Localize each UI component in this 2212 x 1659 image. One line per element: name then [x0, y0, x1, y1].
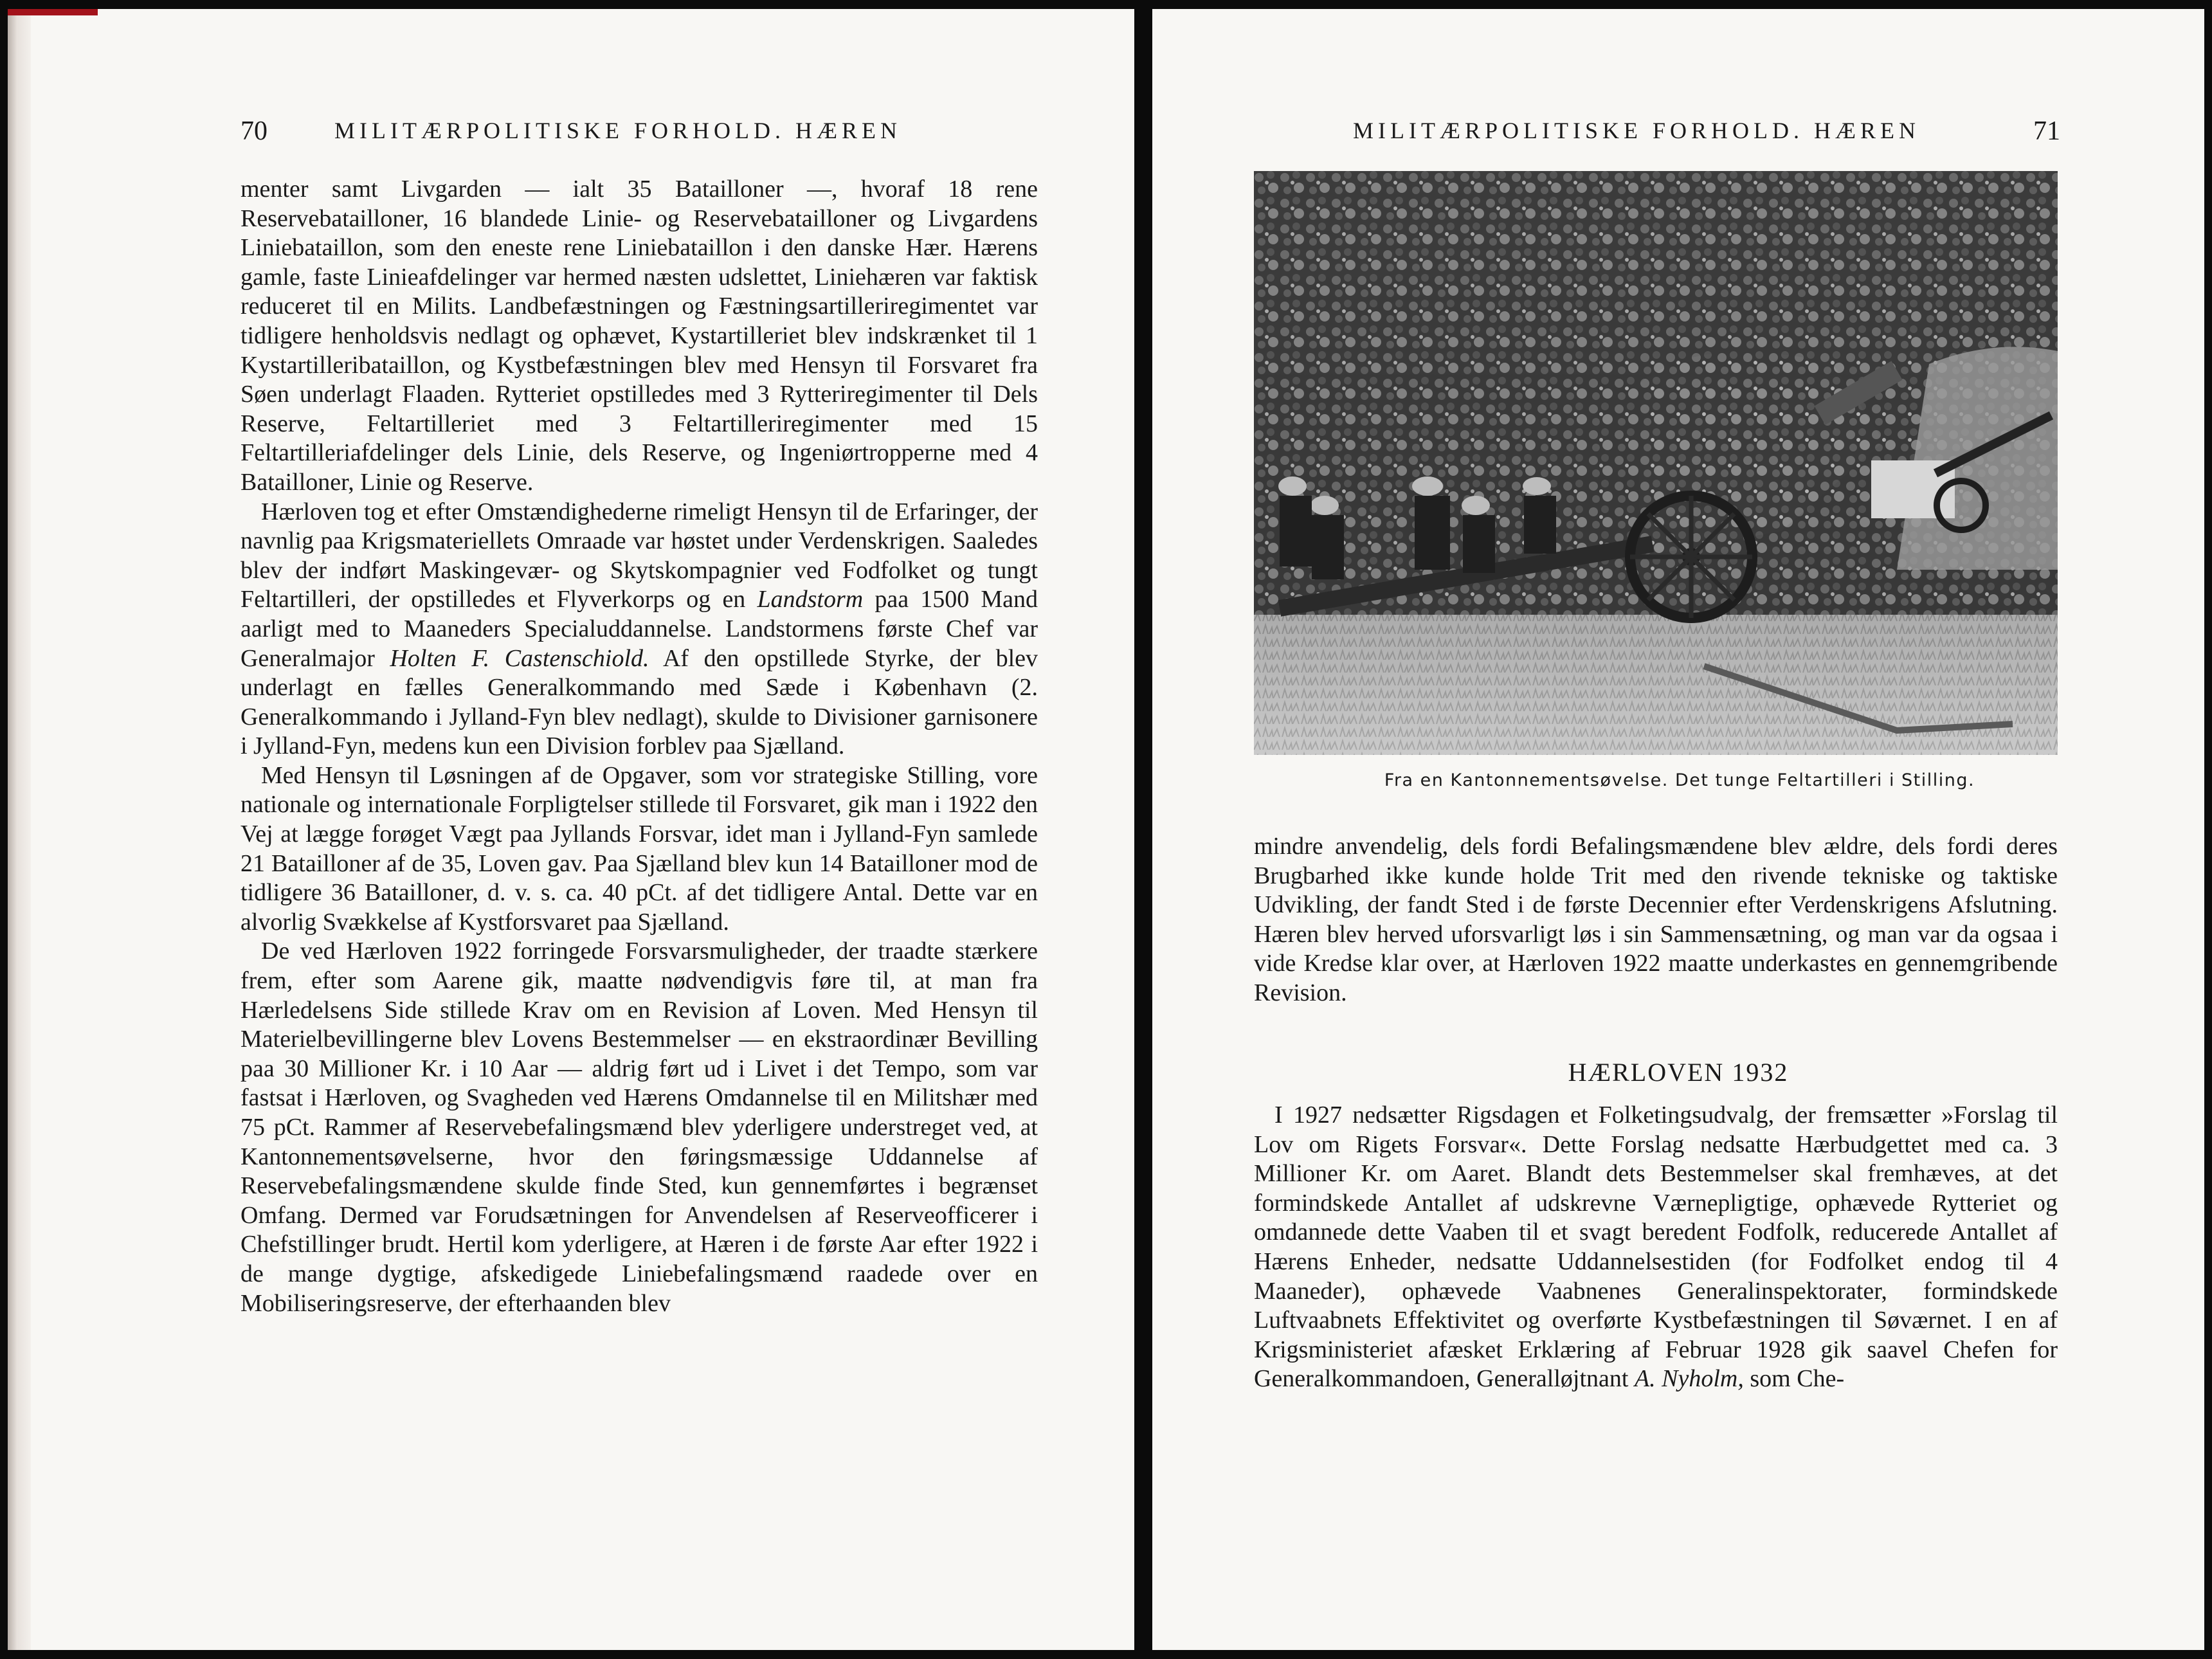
section-title: HÆRLOVEN 1932 — [1568, 1058, 1789, 1087]
book-spine — [1134, 0, 1152, 1659]
paragraph: Med Hensyn til Løsningen af de Opgaver, som vor strategiske Stilling, vore nationale og internationale Forpligtelser stillede til Forsvaret, gik man i 1922 den Vej at lægge forøget Vægt paa Jyllands Forsvar, idet man i Jylland-Fyn samlede 21 Batailloner af de 35, Loven gav. Paa Sjælland blev kun 14 Batailloner mod de tidligere 36 Batailloner, d. v. s. ca. 40 pCt. af det tidligere Antal. Dette var en alvorlig Svækkelse af Kystforsvaret paa Sjælland. — [240, 761, 1038, 936]
paragraph: Hærloven tog et efter Omstændighederne rimeligt Hensyn til de Erfaringer, der navnlig paa Krigsmateriellets Omraade var høstet under Verdenskrigen. Saaledes blev der indført Maskingevær- og Skytskompagnier ved Fodfolket og tungt Feltartilleri, der opstilledes et Flyverkorps og en Landstorm paa 1500 Mand aarligt med to Maaneders Specialuddannelse. Landstormens første Chef var Generalmajor Holten F. Castenschiold. Af den opstillede Styrke, der blev underlagt en fælles Generalkommando med Sæde i København (2. Generalkommando i Jylland-Fyn blev nedlagt), skulde to Divisioner garnisonere i Jylland-Fyn, medens kun een Division forblev paa Sjælland. — [240, 498, 1038, 760]
artillery-photo-illustration — [1254, 171, 2058, 755]
paragraph: I 1927 nedsætter Rigsdagen et Folketingsudvalg, der fremsætter »Forslag til Lov om Rigets Forsvar«. Dette Forslag nedsatte Hærbudgettet med ca. 3 Millioner Kr. om Aaret. Blandt dets Bestemmelser skal fremhæves, at det formindskede Antallet af udskrevne Værnepligtige, ophævede Rytteriet og omdannede dette Vaaben til et svagt beredent Fodfolk, reducerede Antallet af Hærens Enheder, nedsatte Uddannelsestiden (for Fodfolket endog til 4 Maaneder), ophævede Vaabnenes Generalinspektorater, formindskede Luftvaabnets Effektivitet og overførte Kystbefæstningen til Søværnet. I en af Krigsministeriet afæsket Erklæring af Februar 1928 gik saavel Chefen for Generalkommandoen, Generalløjtnant A. Nyholm, som Che- — [1254, 1101, 2058, 1393]
paragraph: De ved Hærloven 1922 forringede Forsvarsmuligheder, der traadte stærkere frem, efter som Aarene gik, maatte nødvendigvis føre til, at man fra Hærledelsens Side stillede Krav om en Revision af Loven. Med Hensyn til Materielbevillingerne blev Lovens Bestemmelser — en ekstraordinær Bevilling paa 30 Millioner Kr. i 10 Aar — aldrig ført ud i Livet i det Tempo, som var fastsat i Hærloven, og Svagheden ved Hærens Omdannelse til en Militshær med 75 pCt. Rammer af Reservebefalingsmænd blev yderligere understreget ved, at Kantonnementsøvelserne, hvor den føringsmæssige Uddannelse af Reservebefalingsmændene skulde finde Sted, kun gennemførtes i begrænset Omfang. Dermed var Forudsætningen for Anvendelsen af Reserveofficerer i Chefstillinger brudt. Hertil kom yderligere, at Hæren i de første Aar efter 1922 i de mange dygtige, afskedigede Liniebefalingsmænd raadede over en Mobiliseringsreserve, der efterhaanden blev — [240, 938, 1038, 1317]
photo-caption: Fra en Kantonnementsøvelse. Det tunge Feltartilleri i Stilling. — [1384, 770, 1975, 790]
italic-name: Holten F. Castenschiold. — [390, 644, 649, 672]
right-page — [1152, 9, 2204, 1650]
left-page — [8, 9, 1134, 1650]
book-cover-corner — [8, 9, 98, 15]
italic-term: Landstorm — [757, 586, 864, 613]
running-head-left: MILITÆRPOLITISKE FORHOLD. HÆREN — [334, 118, 902, 143]
right-body-text-bottom — [1254, 1101, 2058, 1394]
running-head-right: MILITÆRPOLITISKE FORHOLD. HÆREN — [1353, 118, 1920, 143]
right-body-text-top — [1254, 832, 2058, 1008]
page-number-right: 71 — [2033, 116, 2060, 146]
page-edge — [8, 9, 31, 1650]
paragraph: mindre anvendelig, dels fordi Befalingsmændene blev ældre, dels fordi deres Brugbarhed ikke kunde holde Trit med den rivende tekniske og taktiske Udvikling, der fandt Sted i de første Decennier efter Verdenskrigens Afslutning. Hæren blev herved uforsvarligt løs i sin Sammensætning, og man var da ogsaa i vide Kredse klar over, at Hærloven 1922 maatte underkastes en gennemgribende Revision. — [1254, 833, 2058, 1006]
paragraph: menter samt Livgarden — ialt 35 Batailloner —, hvoraf 18 rene Reservebatailloner, 16 blandede Linie- og Reservebatailloner og Livgardens Liniebataillon, som den eneste rene Liniebataillon i den danske Hær. Hærens gamle, faste Linieafdelinger var hermed næsten udslettet, Liniehæren var faktisk reduceret til en Milits. Landbefæstningen og Fæstningsartilleriregimentet var tidligere henholdsvis nedlagt og ophævet, Kystartilleriet blev indskrænket til 1 Kystartilleribataillon, og Kystbefæstningen blev med Hensyn til Forsvaret fra Søen underlagt Flaaden. Rytteriet opstilledes med 3 Rytteriregimenter til Dels Reserve, Feltartilleriet med 3 Feltartilleriregimenter med 15 Feltartilleriafdelinger dels Linie, dels Reserve, og Ingeniørtropperne med 4 Batailloner, Linie og Reserve. — [240, 176, 1038, 496]
artillery-photo — [1254, 171, 2058, 755]
page-number-left: 70 — [240, 116, 267, 146]
left-body-text — [240, 175, 1038, 1318]
italic-name: A. Nyholm, — [1634, 1365, 1744, 1393]
